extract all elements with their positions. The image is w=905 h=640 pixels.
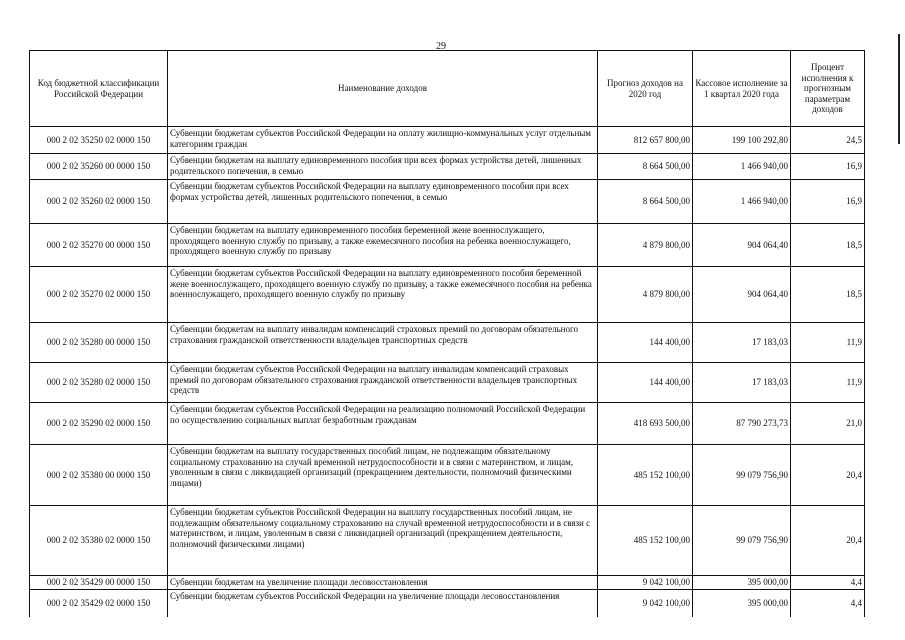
row-forecast: 485 152 100,00 bbox=[598, 445, 693, 506]
row-cash: 199 100 292,80 bbox=[693, 127, 791, 154]
table-row bbox=[30, 323, 865, 363]
row-percent: 18,5 bbox=[791, 267, 865, 323]
row-percent: 24,5 bbox=[791, 127, 865, 154]
row-forecast: 4 879 800,00 bbox=[598, 267, 693, 323]
row-code: 000 2 02 35280 02 0000 150 bbox=[30, 363, 168, 403]
row-percent: 11,9 bbox=[791, 323, 865, 363]
row-name: Субвенции бюджетам субъектов Российской Федерации на выплату единовременного пособия беременной жене военнослужащего, проходящего военную службу по призыву, а также ежемесячного пособия на ребенка военнослужащего, проходящего военную службу по призыву bbox=[168, 267, 598, 323]
row-cash: 99 079 756,90 bbox=[693, 506, 791, 576]
row-forecast: 8 664 500,00 bbox=[598, 180, 693, 224]
row-forecast: 144 400,00 bbox=[598, 363, 693, 403]
row-percent: 20,4 bbox=[791, 506, 865, 576]
row-code: 000 2 02 35429 02 0000 150 bbox=[30, 589, 168, 617]
row-percent: 11,9 bbox=[791, 363, 865, 403]
table-row bbox=[30, 224, 865, 267]
page-number: 29 bbox=[436, 41, 446, 52]
row-forecast: 144 400,00 bbox=[598, 323, 693, 363]
row-code: 000 2 02 35380 00 0000 150 bbox=[30, 445, 168, 506]
row-forecast: 9 042 100,00 bbox=[598, 589, 693, 617]
row-code: 000 2 02 35250 02 0000 150 bbox=[30, 127, 168, 154]
row-code: 000 2 02 35280 00 0000 150 bbox=[30, 323, 168, 363]
row-name: Субвенции бюджетам на выплату инвалидам компенсаций страховых премий по договорам обязательного страхования гражданской ответственности владельцев транспортных средств bbox=[168, 323, 598, 363]
table-row bbox=[30, 127, 865, 154]
row-percent: 21,0 bbox=[791, 403, 865, 445]
table-row bbox=[30, 445, 865, 506]
row-cash: 395 000,00 bbox=[693, 589, 791, 617]
row-percent: 20,4 bbox=[791, 445, 865, 506]
table-row bbox=[30, 267, 865, 323]
row-cash: 904 064,40 bbox=[693, 224, 791, 267]
row-forecast: 418 693 500,00 bbox=[598, 403, 693, 445]
row-code: 000 2 02 35290 02 0000 150 bbox=[30, 403, 168, 445]
row-cash: 395 000,00 bbox=[693, 576, 791, 590]
row-forecast: 9 042 100,00 bbox=[598, 576, 693, 590]
row-cash: 904 064,40 bbox=[693, 267, 791, 323]
row-cash: 17 183,03 bbox=[693, 363, 791, 403]
table-row bbox=[30, 403, 865, 445]
row-percent: 16,9 bbox=[791, 180, 865, 224]
row-cash: 17 183,03 bbox=[693, 323, 791, 363]
row-name: Субвенции бюджетам на выплату единовременного пособия при всех формах устройства детей, лишенных родительского попечения, в семью bbox=[168, 154, 598, 180]
row-name: Субвенции бюджетам на увеличение площади лесовосстановления bbox=[168, 576, 598, 590]
table-header-row bbox=[30, 51, 865, 127]
row-percent: 16,9 bbox=[791, 154, 865, 180]
row-name: Субвенции бюджетам на выплату единовременного пособия беременной жене военнослужащего, проходящего военную службу по призыву, а также ежемесячного пособия на ребенка военнослужащего, проходящего военную службу по призыву bbox=[168, 224, 598, 267]
row-name: Субвенции бюджетам субъектов Российской Федерации на реализацию полномочий Российской Федерации по осуществлению социальных выплат безработным гражданам bbox=[168, 403, 598, 445]
page-edge-line bbox=[898, 34, 900, 144]
row-cash: 1 466 940,00 bbox=[693, 180, 791, 224]
row-name: Субвенции бюджетам субъектов Российской Федерации на выплату инвалидам компенсаций страховых премий по договорам обязательного страхования гражданской ответственности владельцев транспортных средств bbox=[168, 363, 598, 403]
row-code: 000 2 02 35270 00 0000 150 bbox=[30, 224, 168, 267]
row-cash: 1 466 940,00 bbox=[693, 154, 791, 180]
row-forecast: 485 152 100,00 bbox=[598, 506, 693, 576]
row-code: 000 2 02 35380 02 0000 150 bbox=[30, 506, 168, 576]
row-percent: 18,5 bbox=[791, 224, 865, 267]
row-percent: 4,4 bbox=[791, 589, 865, 617]
row-name: Субвенции бюджетам субъектов Российской Федерации на оплату жилищно-коммунальных услуг отдельным категориям граждан bbox=[168, 127, 598, 154]
row-code: 000 2 02 35260 02 0000 150 bbox=[30, 180, 168, 224]
row-code: 000 2 02 35260 00 0000 150 bbox=[30, 154, 168, 180]
table-row bbox=[30, 363, 865, 403]
header-name: Наименование доходов bbox=[168, 51, 598, 127]
header-code: Код бюджетной классификации Российской Федерации bbox=[30, 51, 168, 127]
row-forecast: 4 879 800,00 bbox=[598, 224, 693, 267]
row-code: 000 2 02 35270 02 0000 150 bbox=[30, 267, 168, 323]
header-forecast: Прогноз доходов на 2020 год bbox=[598, 51, 693, 127]
table-row bbox=[30, 154, 865, 180]
header-percent: Процент исполнения к прогнозным параметрам доходов bbox=[791, 51, 865, 127]
header-cash: Кассовое исполнение за 1 квартал 2020 года bbox=[693, 51, 791, 127]
table-row bbox=[30, 506, 865, 576]
row-cash: 99 079 756,90 bbox=[693, 445, 791, 506]
table-row bbox=[30, 589, 865, 617]
row-name: Субвенции бюджетам на выплату государственных пособий лицам, не подлежащим обязательному социальному страхованию на случай временной нетрудоспособности и в связи с материнством, и лицам, уволенным в связи с ликвидацией организаций (прекращением деятельности, полномочий физическими лицами) bbox=[168, 445, 598, 506]
row-percent: 4,4 bbox=[791, 576, 865, 590]
row-forecast: 812 657 800,00 bbox=[598, 127, 693, 154]
row-code: 000 2 02 35429 00 0000 150 bbox=[30, 576, 168, 590]
row-name: Субвенции бюджетам субъектов Российской Федерации на выплату государственных пособий лицам, не подлежащим обязательному социальному страхованию на случай временной нетрудоспособности и в связи с материнством, и лицам, уволенным в связи с ликвидацией организаций (прекращением деятельности, полномочий физическими лицами) bbox=[168, 506, 598, 576]
row-cash: 87 790 273,73 bbox=[693, 403, 791, 445]
revenue-table bbox=[29, 50, 865, 617]
row-forecast: 8 664 500,00 bbox=[598, 154, 693, 180]
table-row bbox=[30, 576, 865, 590]
table-row bbox=[30, 180, 865, 224]
row-name: Субвенции бюджетам субъектов Российской Федерации на увеличение площади лесовосстановления bbox=[168, 589, 598, 617]
row-name: Субвенции бюджетам субъектов Российской Федерации на выплату единовременного пособия при всех формах устройства детей, лишенных родительского попечения, в семью bbox=[168, 180, 598, 224]
